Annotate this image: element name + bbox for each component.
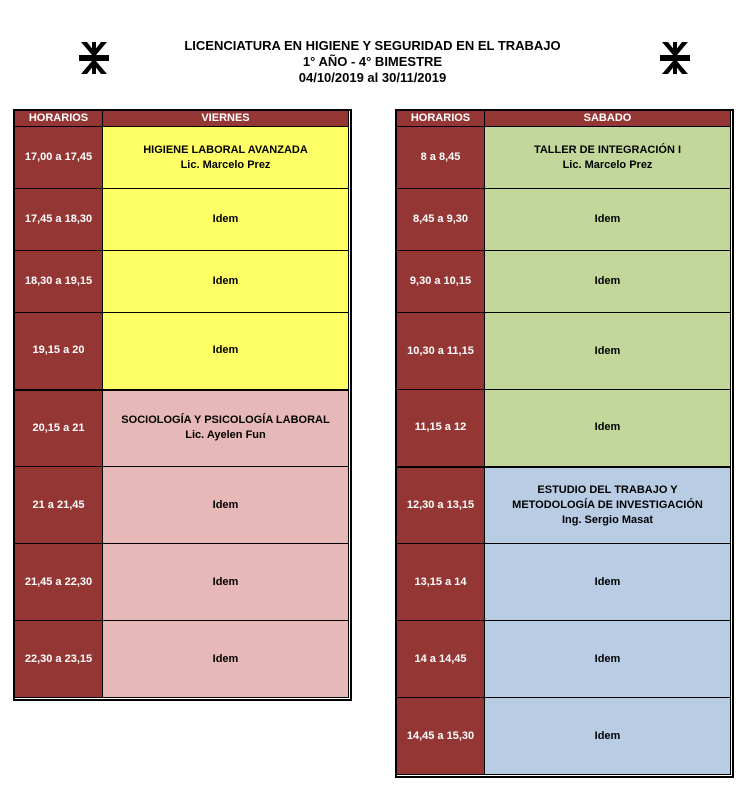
time-cell: 21,45 a 22,30 xyxy=(15,544,103,621)
time-cell: 8,45 a 9,30 xyxy=(397,189,485,251)
time-cell: 13,15 a 14 xyxy=(397,544,485,621)
subject-title: TALLER DE INTEGRACIÓN I xyxy=(533,143,682,156)
col-header-day: VIERNES xyxy=(103,111,349,127)
header-dates: 04/10/2019 al 30/11/2019 xyxy=(298,70,447,85)
idem-cell: Idem xyxy=(103,467,349,544)
time-cell: 11,15 a 12 xyxy=(397,390,485,467)
col-header-horarios: HORARIOS xyxy=(397,111,485,127)
idem-cell: Idem xyxy=(103,251,349,313)
idem-cell: Idem xyxy=(103,544,349,621)
idem-cell: Idem xyxy=(103,313,349,390)
idem-cell: Idem xyxy=(485,390,731,467)
idem-cell: Idem xyxy=(485,251,731,313)
header-subtitle: 1° AÑO - 4° BIMESTRE xyxy=(302,54,443,69)
time-cell: 12,30 a 13,15 xyxy=(397,467,485,544)
utn-logo-icon xyxy=(660,42,690,74)
time-cell: 20,15 a 21 xyxy=(15,390,103,467)
idem-cell: Idem xyxy=(485,313,731,390)
subject-title: HIGIENE LABORAL AVANZADA xyxy=(143,143,308,156)
col-header-day: SABADO xyxy=(485,111,731,127)
page-header xyxy=(120,38,625,86)
subject-teacher: Lic. Marcelo Prez xyxy=(180,158,271,171)
time-cell: 8 a 8,45 xyxy=(397,127,485,189)
idem-cell: Idem xyxy=(485,189,731,251)
time-cell: 22,30 a 23,15 xyxy=(15,621,103,698)
subject-teacher: Ing. Sergio Masat xyxy=(561,513,654,526)
time-cell: 21 a 21,45 xyxy=(15,467,103,544)
subject-cell xyxy=(103,390,349,467)
subject-cell xyxy=(485,127,731,189)
idem-cell: Idem xyxy=(485,698,731,775)
time-cell: 18,30 a 19,15 xyxy=(15,251,103,313)
subject-cell xyxy=(103,127,349,189)
schedule-sabado-table xyxy=(396,110,731,775)
idem-cell: Idem xyxy=(485,544,731,621)
subject-title: SOCIOLOGÍA Y PSICOLOGÍA LABORAL xyxy=(121,414,330,427)
time-cell: 14 a 14,45 xyxy=(397,621,485,698)
header-title: LICENCIATURA EN HIGIENE Y SEGURIDAD EN EL TRABAJO xyxy=(184,38,561,53)
time-cell: 19,15 a 20 xyxy=(15,313,103,390)
idem-cell: Idem xyxy=(103,621,349,698)
utn-logo-icon xyxy=(79,42,109,74)
subject-cell xyxy=(485,467,731,544)
idem-cell: Idem xyxy=(485,621,731,698)
subject-teacher: Lic. Ayelen Fun xyxy=(185,429,266,442)
subject-teacher: Lic. Marcelo Prez xyxy=(562,158,653,171)
time-cell: 14,45 a 15,30 xyxy=(397,698,485,775)
subject-title: ESTUDIO DEL TRABAJO Y xyxy=(537,483,678,496)
idem-cell: Idem xyxy=(103,189,349,251)
time-cell: 9,30 a 10,15 xyxy=(397,251,485,313)
time-cell: 10,30 a 11,15 xyxy=(397,313,485,390)
time-cell: 17,45 a 18,30 xyxy=(15,189,103,251)
subject-title: METODOLOGÍA DE INVESTIGACIÓN xyxy=(512,498,703,511)
schedule-viernes-table xyxy=(14,110,349,698)
time-cell: 17,00 a 17,45 xyxy=(15,127,103,189)
col-header-horarios: HORARIOS xyxy=(15,111,103,127)
